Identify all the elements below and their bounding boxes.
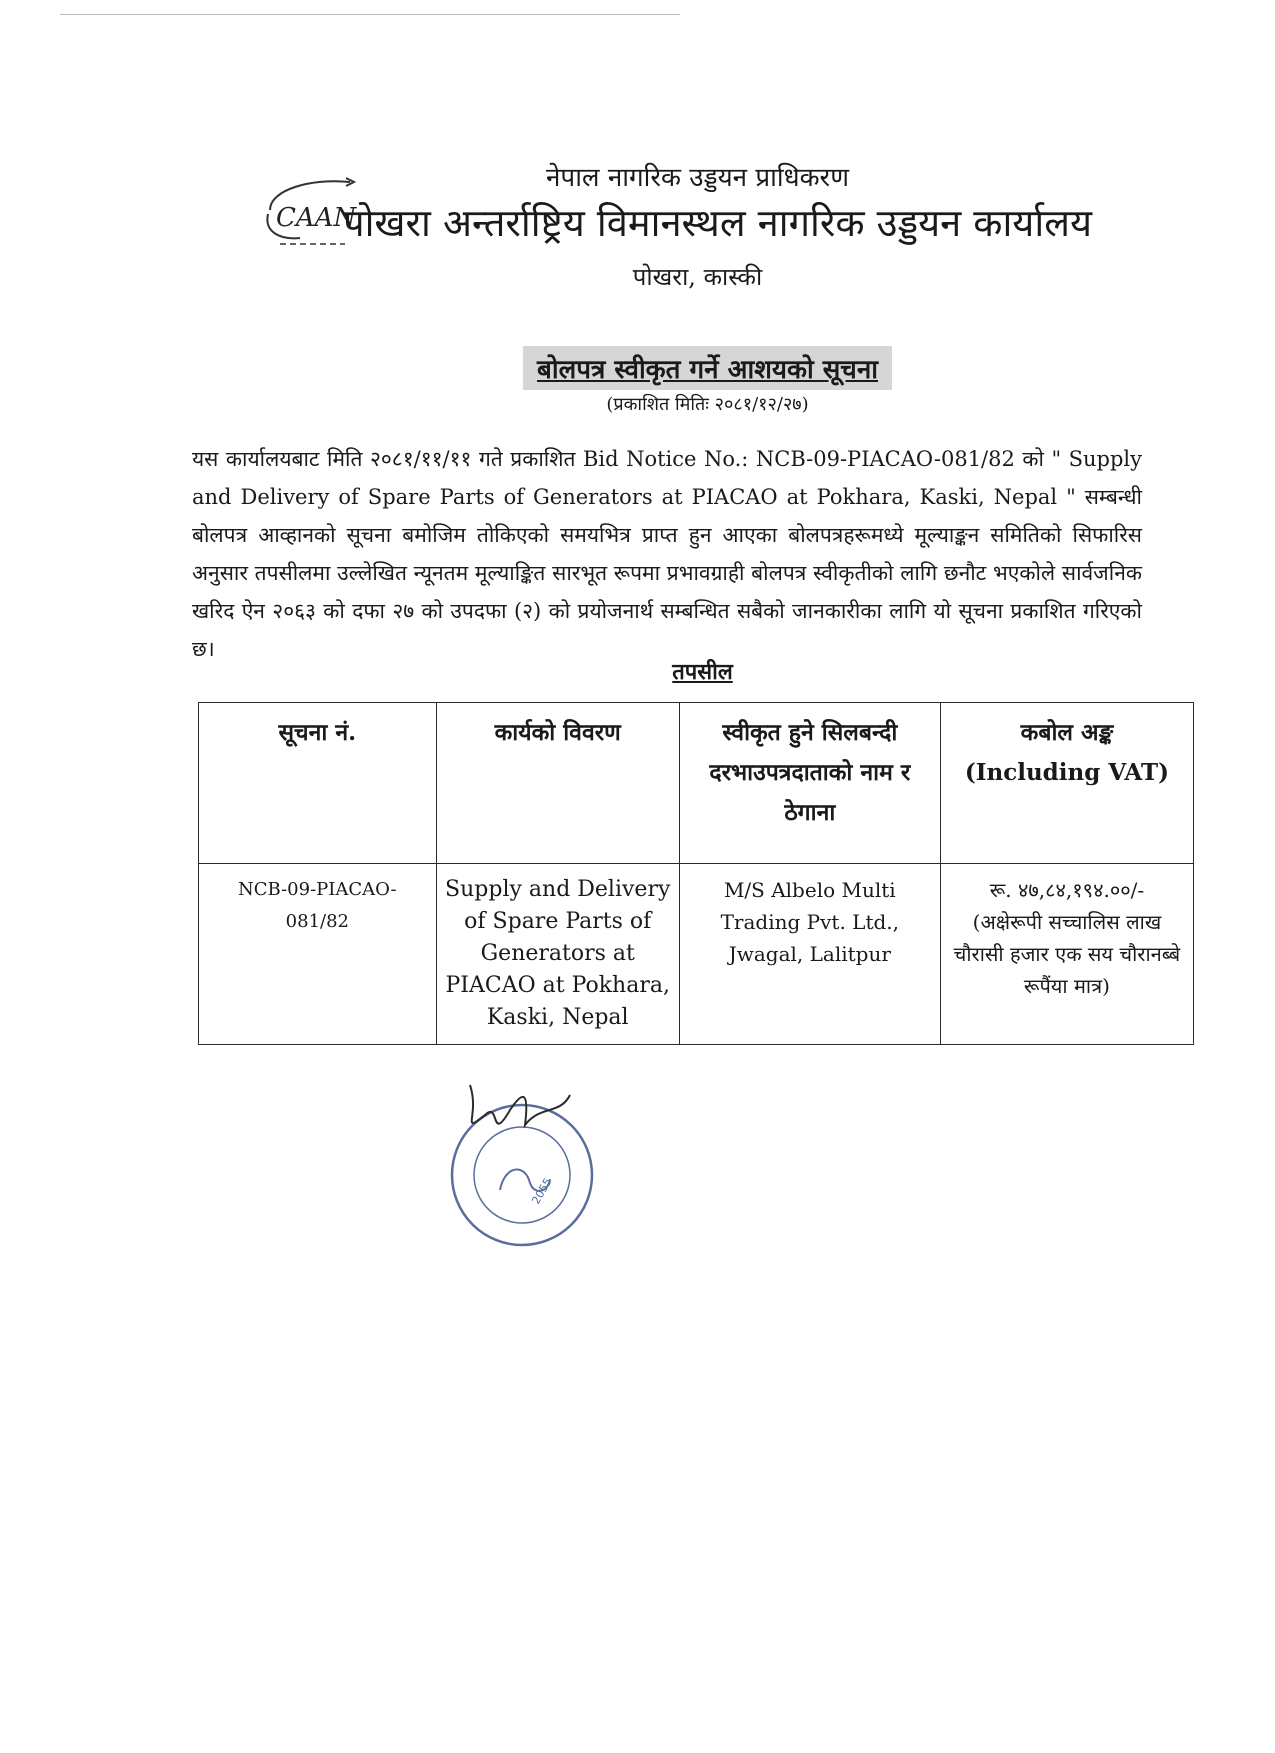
notice-body: यस कार्यालयबाट मिति २०८१/११/११ गते प्रकाशित Bid Notice No.: NCB-09-PIACAO-081/82 को " Supply and Delivery of Spare Parts of Generators at PIACAO at Pokhara, Kaski, Nepal " सम्बन्धी बोलपत्र आव्हानको सूचना बमोजिम तोकिएको समयभित्र प्राप्त हुन आएका बोलपत्रहरूमध्ये मूल्याङ्कन समितिको सिफारिस अनुसार तपसीलमा उल्लेखित न्यूनतम मूल्याङ्कित सारभूत रूपमा प्रभावग्राही बोलपत्र स्वीकृतीको लागि छनौट भएकोले सार्वजनिक खरिद ऐन २०६३ को दफा २७ को उपदफा (२) को प्रयोजनार्थ सम्बन्धित सबैको जानकारीका लागि यो सूचना प्रकाशित गरिएको छ। xyxy=(192,447,1142,661)
published-date: (प्रकाशित मितिः २०८१/१२/२७) xyxy=(606,394,809,415)
schedule-table xyxy=(198,702,1194,1045)
notice-title: बोलपत्र स्वीकृत गर्ने आशयको सूचना xyxy=(523,346,892,390)
header-desc: कार्यको विवरण xyxy=(436,703,679,864)
org-location: पोखरा, कास्की xyxy=(632,263,763,291)
logo-text: CAAN xyxy=(276,203,357,233)
scan-edge-line xyxy=(60,14,680,15)
table-row xyxy=(199,864,1194,1045)
cell-amount-figure: रू. ४७,८४,१९४.००/- xyxy=(989,878,1145,902)
org-parent: नेपाल नागरिक उड्डयन प्राधिकरण xyxy=(546,163,849,193)
header-amount-label: कबोल अङ्क xyxy=(1020,719,1114,746)
cell-ref: NCB-09-PIACAO-081/82 xyxy=(199,864,437,1045)
cell-vendor: M/S Albelo Multi Trading Pvt. Ltd., Jwagal, Lalitpur xyxy=(679,864,940,1045)
org-office: पोखरा अन्तर्राष्ट्रिय विमानस्थल नागरिक उड्डयन कार्यालय xyxy=(343,201,1092,245)
schedule-title: तपसील xyxy=(672,659,733,685)
seal-year: 2055 xyxy=(529,1175,555,1207)
header-amount-note: (Including VAT) xyxy=(964,759,1169,786)
notice-title-wrap xyxy=(0,346,1275,390)
cell-desc: Supply and Delivery of Spare Parts of Generators at PIACAO at Pokhara, Kaski, Nepal xyxy=(436,864,679,1045)
header-amount xyxy=(940,703,1193,864)
table-header-row xyxy=(199,703,1194,864)
header-vendor: स्वीकृत हुने सिलबन्दी दरभाउपत्रदाताको नाम र ठेगाना xyxy=(679,703,940,864)
cell-amount xyxy=(940,864,1193,1045)
header-ref: सूचना नं. xyxy=(199,703,437,864)
cell-amount-words: (अक्षेरूपी सच्चालिस लाख चौरासी हजार एक सय चौरानब्बे रूपैंया मात्र) xyxy=(953,910,1181,998)
official-seal-icon xyxy=(430,1075,610,1255)
